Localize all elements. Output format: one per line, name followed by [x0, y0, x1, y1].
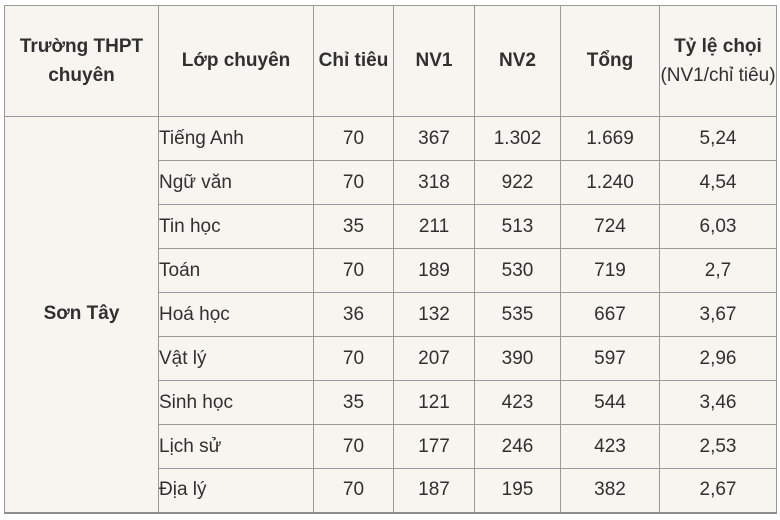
total-cell: 724 [561, 205, 660, 249]
nv1-cell: 177 [394, 425, 475, 469]
nv1-cell: 189 [394, 249, 475, 293]
class-cell: Địa lý [159, 469, 314, 513]
class-cell: Sinh học [159, 381, 314, 425]
nv2-cell: 513 [475, 205, 561, 249]
ratio-cell: 3,46 [660, 381, 777, 425]
quota-cell: 70 [314, 249, 394, 293]
ratio-cell: 2,96 [660, 337, 777, 381]
class-cell: Hoá học [159, 293, 314, 337]
total-cell: 544 [561, 381, 660, 425]
quota-cell: 70 [314, 425, 394, 469]
nv1-cell: 132 [394, 293, 475, 337]
nv2-cell: 1.302 [475, 117, 561, 161]
header-cell-ratio [660, 6, 777, 117]
class-cell: Tin học [159, 205, 314, 249]
class-cell: Ngữ văn [159, 161, 314, 205]
total-cell: 667 [561, 293, 660, 337]
class-cell: Lịch sử [159, 425, 314, 469]
class-cell: Tiếng Anh [159, 117, 314, 161]
ratio-cell: 6,03 [660, 205, 777, 249]
ratio-cell: 5,24 [660, 117, 777, 161]
ratio-cell: 3,67 [660, 293, 777, 337]
total-cell: 597 [561, 337, 660, 381]
ratio-label: Tỷ lệ chọi [674, 35, 762, 57]
header-cell-nv1: NV1 [394, 6, 475, 117]
class-cell: Toán [159, 249, 314, 293]
school-name-cell: Sơn Tây [5, 117, 159, 513]
quota-cell: 35 [314, 205, 394, 249]
header-cell-nv2: NV2 [475, 6, 561, 117]
nv2-cell: 195 [475, 469, 561, 513]
nv1-cell: 211 [394, 205, 475, 249]
nv2-cell: 530 [475, 249, 561, 293]
table-body [5, 117, 777, 513]
ratio-cell: 2,67 [660, 469, 777, 513]
quota-cell: 70 [314, 117, 394, 161]
total-cell: 382 [561, 469, 660, 513]
total-cell: 1.240 [561, 161, 660, 205]
quota-cell: 70 [314, 161, 394, 205]
nv2-cell: 423 [475, 381, 561, 425]
class-cell: Vật lý [159, 337, 314, 381]
nv1-cell: 367 [394, 117, 475, 161]
nv1-cell: 121 [394, 381, 475, 425]
header-cell-total: Tổng [561, 6, 660, 117]
nv2-cell: 922 [475, 161, 561, 205]
table-header [5, 6, 777, 117]
header-cell-class: Lớp chuyên [159, 6, 314, 117]
total-cell: 1.669 [561, 117, 660, 161]
nv1-cell: 318 [394, 161, 475, 205]
quota-cell: 70 [314, 337, 394, 381]
ratio-cell: 2,53 [660, 425, 777, 469]
nv1-cell: 207 [394, 337, 475, 381]
total-cell: 423 [561, 425, 660, 469]
quota-cell: 35 [314, 381, 394, 425]
nv2-cell: 535 [475, 293, 561, 337]
ratio-cell: 2,7 [660, 249, 777, 293]
quota-cell: 36 [314, 293, 394, 337]
header-cell-quota: Chỉ tiêu [314, 6, 394, 117]
header-cell-school: Trường THPT chuyên [5, 6, 159, 117]
ratio-cell: 4,54 [660, 161, 777, 205]
ratio-sublabel: (NV1/chỉ tiêu) [660, 65, 776, 86]
nv1-cell: 187 [394, 469, 475, 513]
header-row [5, 6, 777, 117]
total-cell: 719 [561, 249, 660, 293]
admission-stats-table [4, 5, 777, 514]
nv2-cell: 390 [475, 337, 561, 381]
table-row [5, 117, 777, 161]
nv2-cell: 246 [475, 425, 561, 469]
quota-cell: 70 [314, 469, 394, 513]
